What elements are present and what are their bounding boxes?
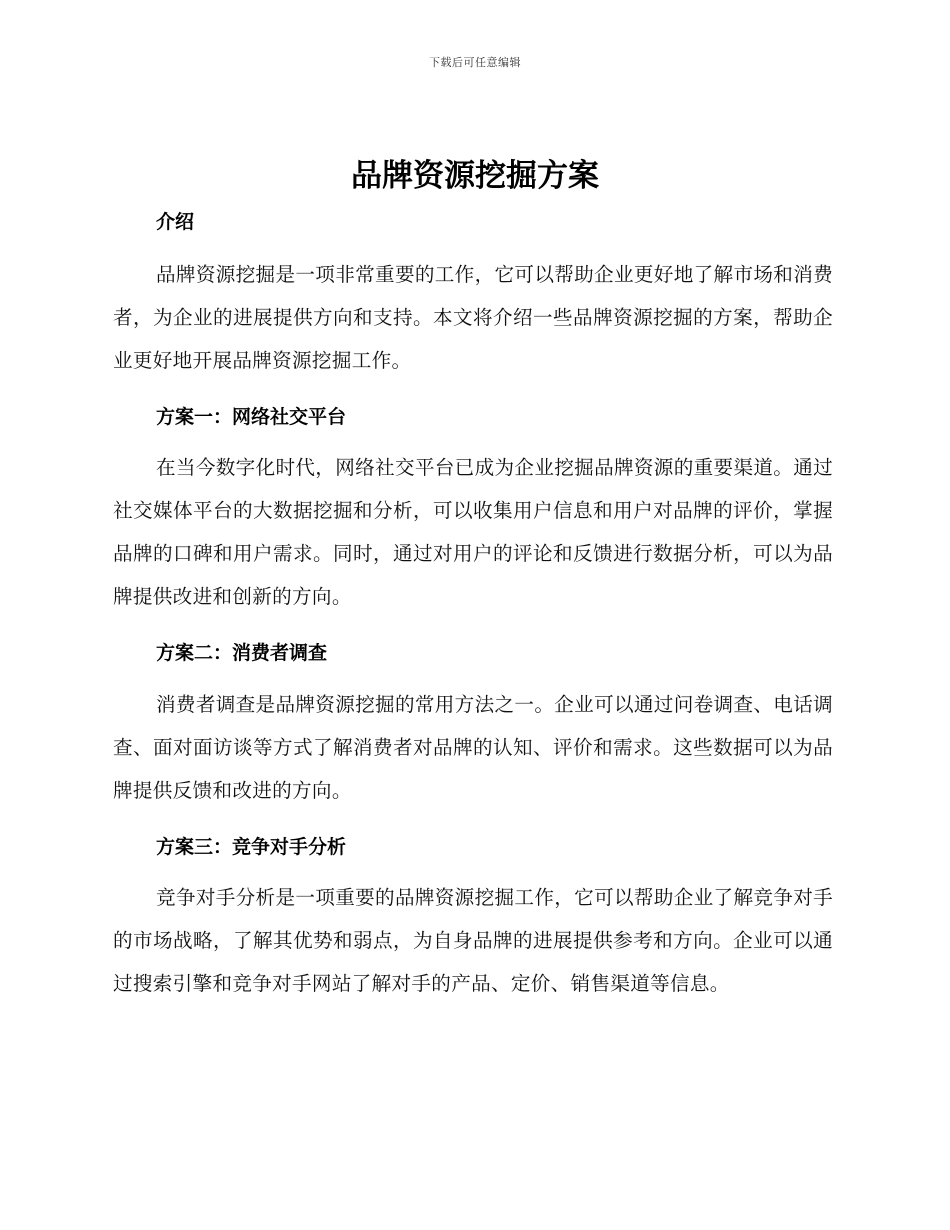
section-body-plan-3: 竞争对手分析是一项重要的品牌资源挖掘工作，它可以帮助企业了解竞争对手的市场战略，了解其优势和弱点，为自身品牌的进展提供参考和方向。企业可以通过搜索引擎和竞争对手网站了解对手的产品、定价、销售渠道等信息。	[113, 886, 833, 995]
section-heading-intro: 介绍	[156, 211, 195, 233]
section-heading-plan-3: 方案三：竞争对手分析	[156, 836, 347, 858]
header-note: 下载后可任意编辑	[429, 56, 521, 69]
document-title: 品牌资源挖掘方案	[351, 158, 599, 194]
section-body-intro: 品牌资源挖掘是一项非常重要的工作，它可以帮助企业更好地了解市场和消费者，为企业的进展提供方向和支持。本文将介绍一些品牌资源挖掘的方案，帮助企业更好地开展品牌资源挖掘工作。	[113, 263, 833, 372]
section-body-plan-2: 消费者调查是品牌资源挖掘的常用方法之一。企业可以通过问卷调查、电话调查、面对面访谈等方式了解消费者对品牌的认知、评价和需求。这些数据可以为品牌提供反馈和改进的方向。	[113, 693, 833, 802]
section-heading-plan-2: 方案二：消费者调查	[156, 642, 328, 664]
section-heading-plan-1: 方案一：网络社交平台	[156, 406, 347, 428]
section-body-plan-1: 在当今数字化时代，网络社交平台已成为企业挖掘品牌资源的重要渠道。通过社交媒体平台的大数据挖掘和分析，可以收集用户信息和用户对品牌的评价，掌握品牌的口碑和用户需求。同时，通过对用户的评论和反馈进行数据分析，可以为品牌提供改进和创新的方向。	[113, 456, 833, 608]
